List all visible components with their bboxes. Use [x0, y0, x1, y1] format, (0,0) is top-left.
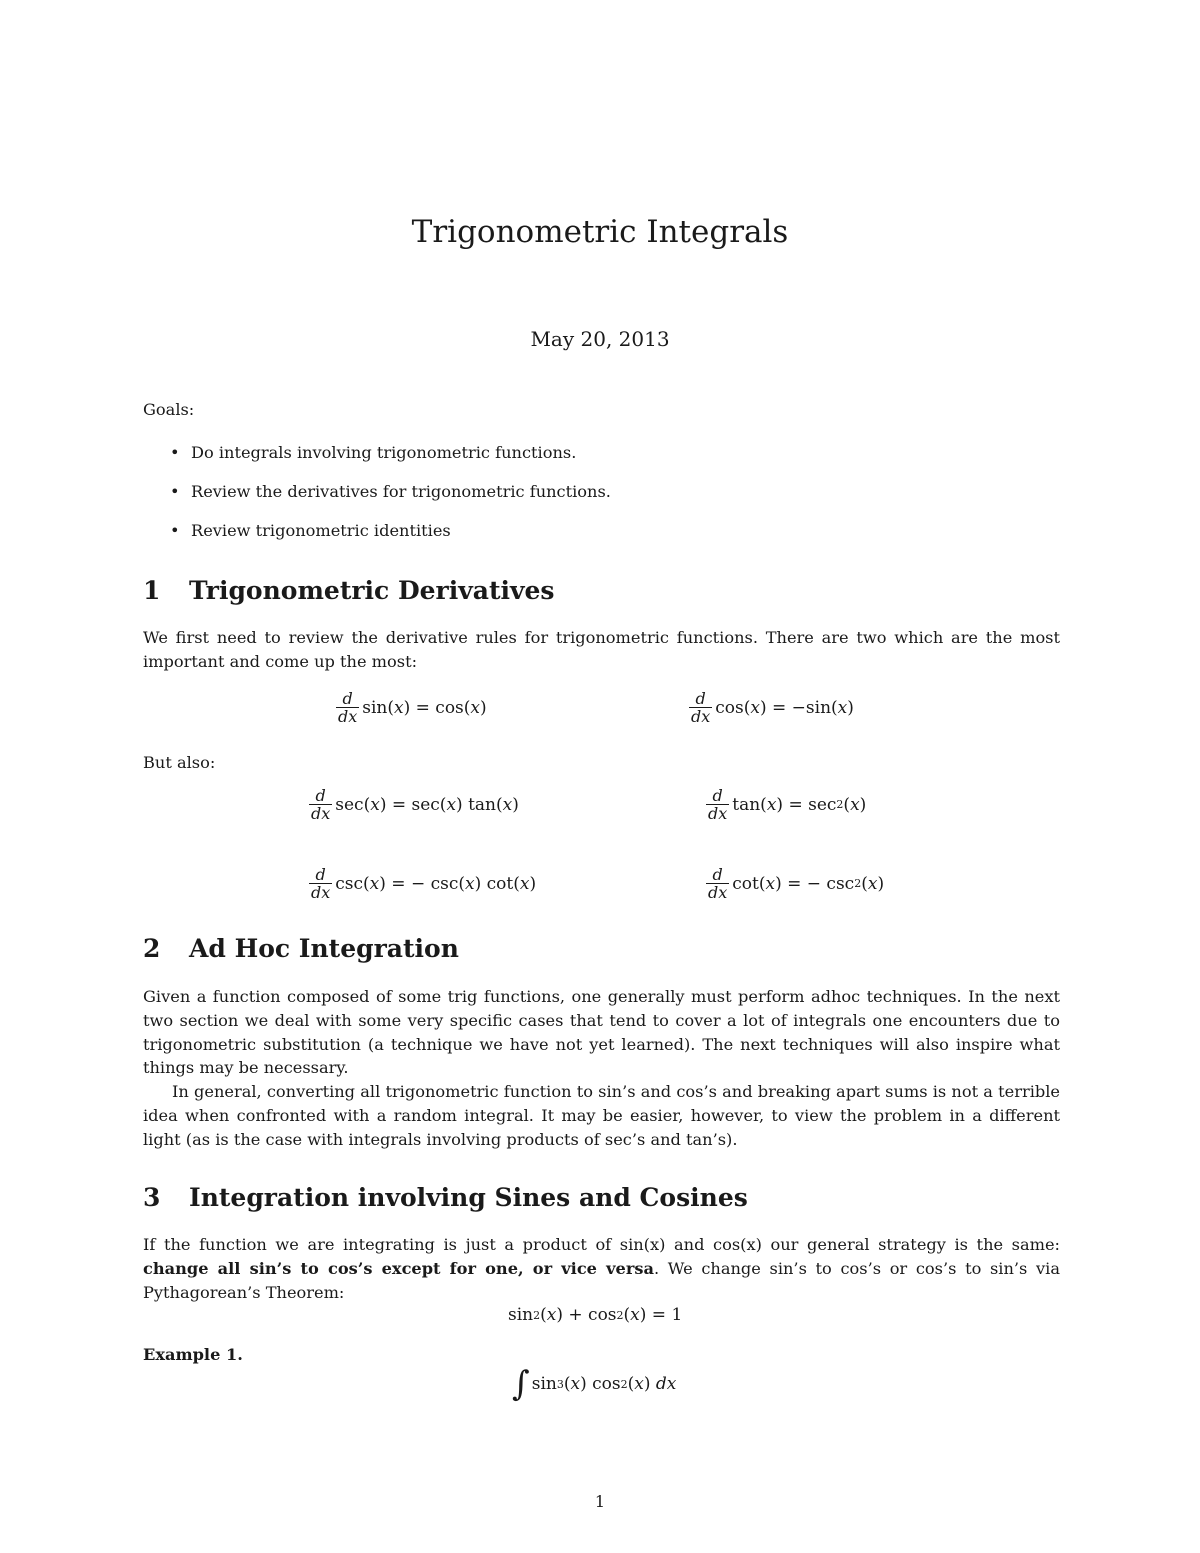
- equation-d-tan: $\frac{d}{dx}$ tan(x) = sec 2 (x): [708, 786, 867, 823]
- integral-sign: ∫: [512, 1364, 530, 1404]
- derivative-fraction: $\frac{d}{dx}$: [311, 786, 331, 823]
- goals-label: Goals:: [143, 400, 195, 419]
- document-date: May 20, 2013: [530, 327, 670, 351]
- section-1-intro: We first need to review the derivative rules for trigonometric functions. There are two which are the most important and come up the most:: [143, 628, 1060, 671]
- example-integral: ∫ sin 3 (x) cos 2 (x) dx: [512, 1364, 677, 1404]
- but-also-text: But also:: [143, 753, 216, 772]
- derivative-fraction: $\frac{d}{dx}$: [311, 865, 331, 902]
- derivative-fraction: $\frac{d}{dx}$: [708, 786, 728, 823]
- equation-d-cot: $\frac{d}{dx}$ cot(x) = − csc 2 (x): [708, 865, 885, 902]
- section-3-paragraph: If the function we are integrating is just a product of sin(x) and cos(x) our general strategy is the same: change all sin’s to cos’s except for one, or vice versa. We change sin’s to cos’s or cos’s to sin’s via Pythagorean’s Theorem:: [143, 1235, 1060, 1302]
- section-2-paragraph-1: Given a function composed of some trig functions, one generally must perform adhoc techniques. In the next two section we deal with some very specific cases that tend to cover a lot of integrals one encounters due to trigonometric substitution (a technique we have not yet learned). The next techniques will also inspire what things may be necessary.: [143, 987, 1060, 1078]
- pythagorean-identity: sin 2 (x) + cos 2 (x) = 1: [508, 1305, 683, 1325]
- derivative-fraction: $\frac{d}{dx}$: [338, 689, 358, 726]
- equation-d-csc: $\frac{d}{dx}$ csc(x) = − csc(x) cot(x): [311, 865, 537, 902]
- goals-list: [170, 441, 611, 558]
- equation-d-cos: $\frac{d}{dx}$ cos(x) = −sin(x): [691, 689, 854, 726]
- goal-item: • Review the derivatives for trigonometric functions.: [170, 480, 611, 519]
- derivative-fraction: $\frac{d}{dx}$: [708, 865, 728, 902]
- section-heading-2: 2 Ad Hoc Integration: [143, 934, 459, 963]
- equation-d-sec: $\frac{d}{dx}$ sec(x) = sec(x) tan(x): [311, 786, 519, 823]
- page-number: 1: [594, 1492, 606, 1511]
- document-title: Trigonometric Integrals: [411, 214, 789, 250]
- example-label: Example 1.: [143, 1345, 243, 1364]
- section-heading-3: 3 Integration involving Sines and Cosines: [143, 1183, 748, 1212]
- goal-item: • Do integrals involving trigonometric functions.: [170, 441, 611, 480]
- equation-d-sin: $\frac{d}{dx}$ sin(x) = cos(x): [338, 689, 487, 726]
- derivative-fraction: $\frac{d}{dx}$: [691, 689, 711, 726]
- bullet-icon: •: [170, 521, 180, 540]
- bullet-icon: •: [170, 482, 180, 501]
- section-heading-1: 1 Trigonometric Derivatives: [143, 576, 555, 605]
- bullet-icon: •: [170, 443, 180, 462]
- goal-item: • Review trigonometric identities: [170, 519, 611, 558]
- section-2-paragraph-2: In general, converting all trigonometric function to sin’s and cos’s and breaking apart sums is not a terrible idea when confronted with a random integral. It may be easier, however, to view the problem in a different light (as is the case with integrals involving products of sec’s and tan’s).: [143, 1082, 1060, 1149]
